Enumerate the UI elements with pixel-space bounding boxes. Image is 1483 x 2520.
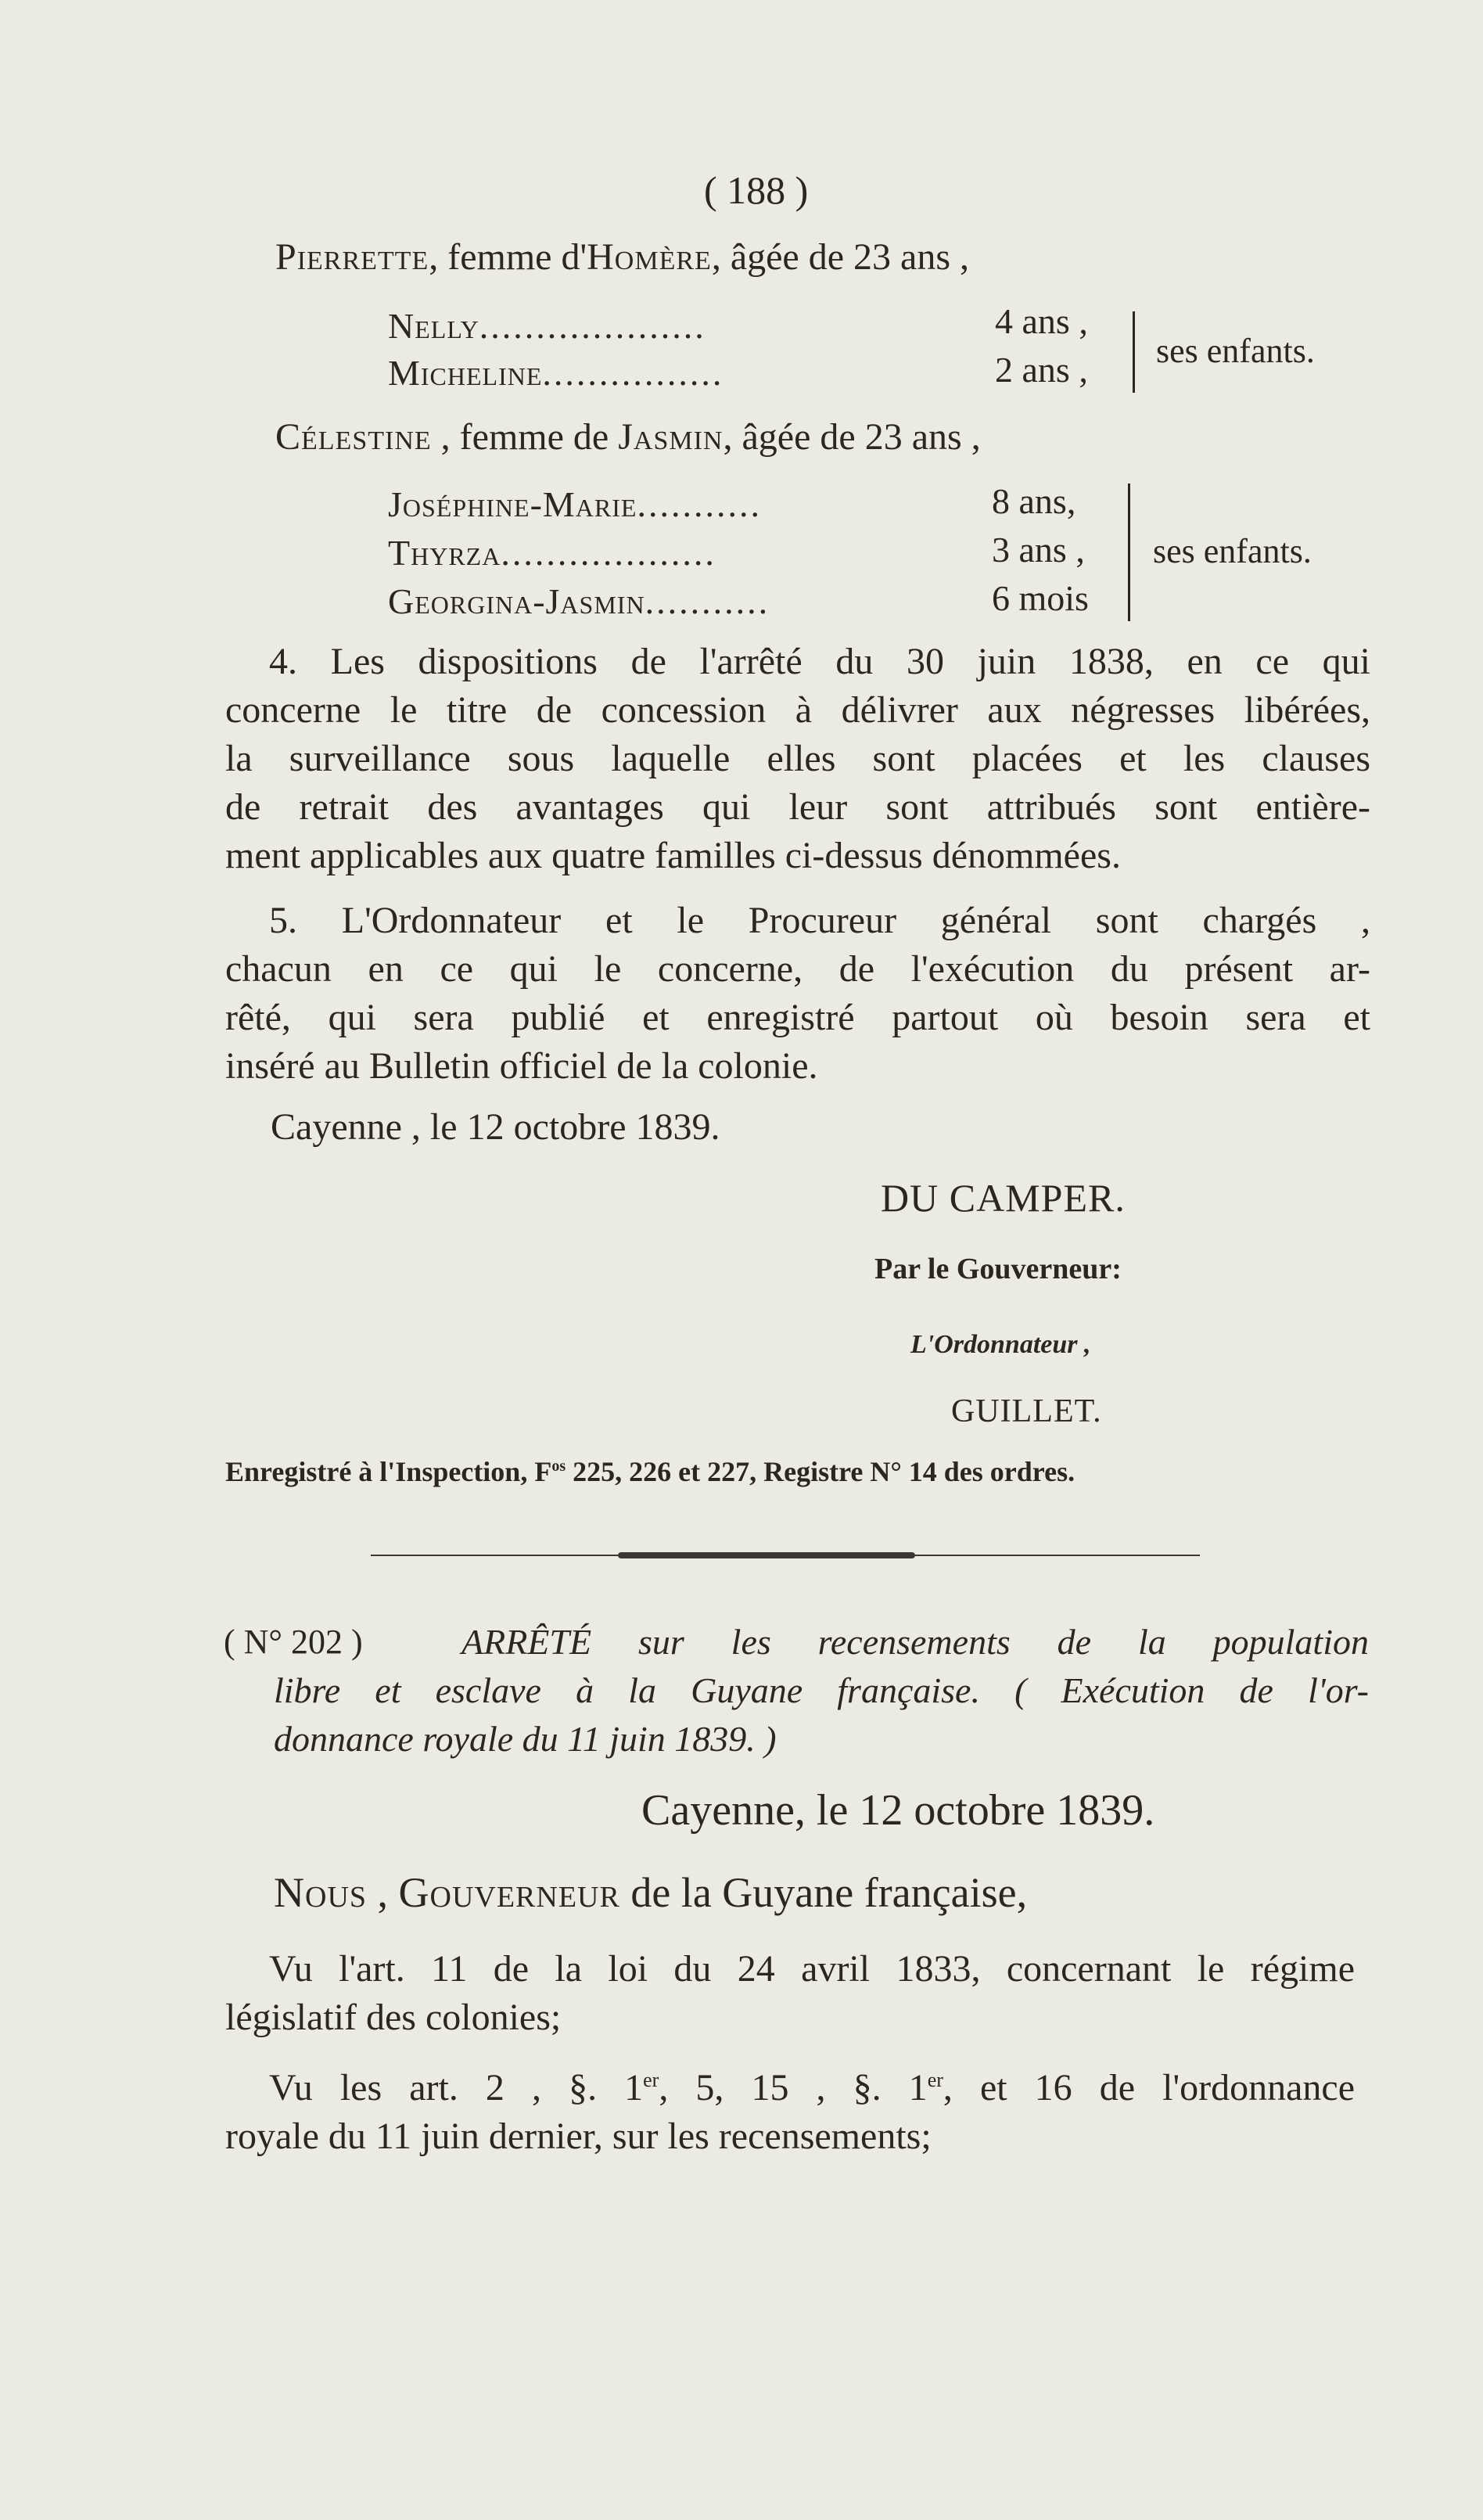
leader-dots: ...................: [501, 533, 716, 573]
leader-dots: ....................: [479, 306, 706, 346]
child-name: Micheline: [388, 353, 543, 393]
signature-governor: DU CAMPER.: [881, 1176, 1126, 1220]
signature-ordonnateur: GUILLET.: [951, 1393, 1102, 1429]
considerant-2-line: royale du 11 juin dernier, sur les recensements;: [225, 2116, 932, 2157]
child-age: 8 ans,: [992, 481, 1076, 521]
article-5: [225, 897, 1370, 1091]
considerant-2-text-c: , et 16 de l'ordonnance: [943, 2067, 1355, 2108]
brace-family-2: [1128, 484, 1130, 621]
considerant-2: [225, 2056, 1355, 2161]
leader-dots: ...........: [645, 581, 770, 621]
preamble-sep: ,: [367, 1869, 399, 1916]
decree-title: [274, 1618, 1369, 1763]
family-1-mother-line: [275, 233, 969, 282]
decree-title-line: libre et esclave à la Guyane française. ( Exécution de l'or-: [274, 1670, 1369, 1710]
decree-title-line: donnance royale du 11 juin 1839. ): [274, 1719, 777, 1759]
registration-text-a: Enregistré à l'Inspection, F: [225, 1456, 552, 1487]
considerant-2-line: [225, 2056, 1355, 2112]
decree-number: ( N° 202 ): [224, 1623, 363, 1661]
registration-superscript: os: [551, 1458, 566, 1475]
ordonnateur-title: L'Ordonnateur ,: [910, 1330, 1091, 1359]
mother-relation: , femme d': [429, 236, 587, 278]
child-row: [388, 352, 724, 394]
mother-name: Pierrette: [275, 236, 429, 278]
child-age: 4 ans ,: [995, 301, 1088, 341]
page-number: ( 188 ): [704, 168, 809, 212]
registration-text-b: 225, 226 et 227, Registre N° 14 des ordres.: [566, 1456, 1075, 1487]
child-row: [388, 484, 762, 525]
considerant-2-text-a: Vu les art. 2 , §. 1: [269, 2067, 644, 2108]
child-row: [388, 305, 706, 347]
article-4-line: de retrait des avantages qui leur sont attribués sont entière-: [225, 786, 1370, 828]
preamble-gouverneur: Gouverneur: [398, 1869, 620, 1916]
considerant-1: [225, 1945, 1355, 2042]
article-5-line: inséré au Bulletin officiel de la colonie.: [225, 1045, 818, 1087]
preamble: [274, 1868, 1027, 1917]
article-4-line: ment applicables aux quatre familles ci-dessus dénommées.: [225, 835, 1121, 876]
article-5-line: rêté, qui sera publié et enregistré partout où besoin sera et: [225, 997, 1370, 1038]
preamble-nous: Nous: [274, 1869, 368, 1916]
section-divider-thick: [618, 1552, 915, 1558]
brace-label-family-2: ses enfants.: [1153, 532, 1312, 570]
superscript-er: er: [927, 2069, 943, 2091]
mother-age: , âgée de 23 ans ,: [711, 236, 970, 278]
child-name: Joséphine-Marie: [388, 484, 637, 524]
article-4-line: la surveillance sous laquelle elles sont placées et les clauses: [225, 738, 1370, 779]
child-age: 2 ans ,: [995, 350, 1088, 390]
child-name: Thyrza: [388, 533, 501, 573]
husband-name: Jasmin: [618, 416, 724, 458]
child-age: 3 ans ,: [992, 530, 1085, 570]
preamble-rest: de la Guyane française,: [619, 1869, 1028, 1916]
registration-note: [225, 1455, 1075, 1488]
mother-age: , âgée de 23 ans ,: [723, 416, 981, 458]
considerant-1-line: législatif des colonies;: [225, 1997, 562, 2038]
brace-family-1: [1133, 311, 1135, 393]
child-row: [388, 581, 770, 622]
mother-name: Célestine: [275, 416, 432, 458]
article-5-line: 5. L'Ordonnateur et le Procureur général sont chargés ,: [269, 900, 1370, 941]
child-row: [388, 532, 716, 573]
leader-dots: ...........: [637, 484, 762, 524]
article-4-line: 4. Les dispositions de l'arrêté du 30 juin 1838, en ce qui: [269, 641, 1370, 682]
decree-place-date: Cayenne, le 12 octobre 1839.: [641, 1786, 1155, 1835]
child-name: Nelly: [388, 306, 479, 346]
husband-name: Homère: [587, 236, 712, 278]
mother-relation: , femme de: [431, 416, 619, 458]
child-name: Georgina-Jasmin: [388, 581, 645, 621]
leader-dots: ................: [542, 353, 724, 393]
considerant-1-line: Vu l'art. 11 de la loi du 24 avril 1833, concernant le régime: [269, 1948, 1355, 1990]
article-4-line: concerne le titre de concession à délivrer aux négresses libérées,: [225, 689, 1370, 731]
by-governor-label: Par le Gouverneur:: [874, 1253, 1122, 1285]
considerant-2-text-b: , 5, 15 , §. 1: [659, 2067, 928, 2108]
child-age: 6 mois: [992, 578, 1089, 618]
superscript-er: er: [643, 2069, 659, 2091]
decree-title-line: ARRÊTÉ sur les recensements de la population: [461, 1622, 1369, 1662]
article-5-line: chacun en ce qui le concerne, de l'exécution du présent ar-: [225, 948, 1370, 990]
place-date: Cayenne , le 12 octobre 1839.: [271, 1106, 720, 1148]
article-4: [225, 638, 1370, 880]
family-2-mother-line: [275, 413, 981, 462]
brace-label-family-1: ses enfants.: [1156, 332, 1315, 370]
